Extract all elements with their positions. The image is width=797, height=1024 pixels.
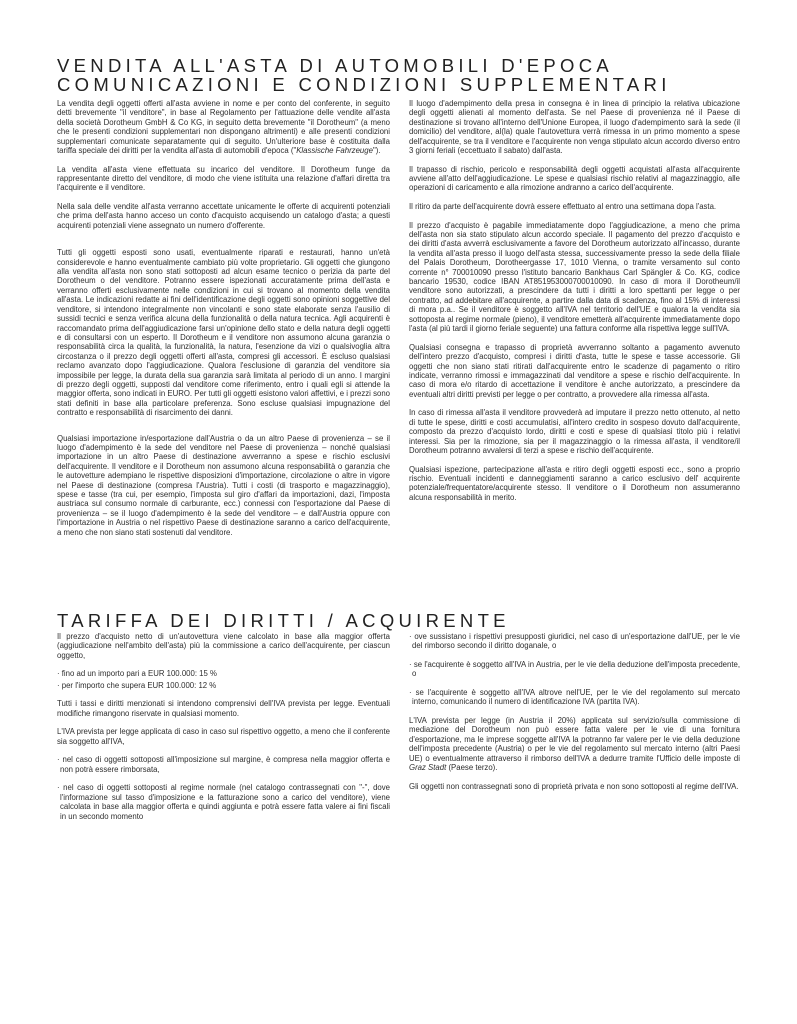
list-item: · se l'acquirente è soggetto all'IVA in Austria, per le vie della deduzione dell'imposta precedente, o	[409, 660, 740, 679]
paragraph: Nella sala delle vendite all'asta verranno accettate unicamente le offerte di acquirenti potenziali che prima dell'asta hanno acceso un conto d'acquisto acquisendo un catalogo d'asta; a questi acquirenti potenziali viene assegnato un numero d'offerente.	[57, 202, 390, 230]
paragraph: In caso di rimessa all'asta il venditore provvederà ad imputare il prezzo netto ottenuto, al netto di tutte le spese, diritti e costi accumulatisi, all'intero credito in sospeso dovuto dall'acquirente, composto da prezzo d'acquisto lordo, diritti e costi e spese di qualsiasi titolo più i relativi interessi. Sia per la rimozione, sia per il magazzinaggio o la rimessa all'asta, il venditore/il Dorotheum potranno avvalersi di terzi a spese e rischio dell'acquirente.	[409, 408, 740, 455]
list-item: · nel caso di oggetti sottoposti al regime normale (nel catalogo contrassegnati con "-", dove l'informazione sul tasso d'imposizione e la fatturazione sono a carico del venditore), viene calcolata in base alla maggior offerta e quindi aggiunta e potrà essere fatta valere ai fini fiscali in un secondo momento	[57, 783, 390, 821]
paragraph: Qualsiasi ispezione, partecipazione all'asta e ritiro degli oggetti esposti ecc., sono a proprio rischio. Eventuali incidenti e danneggiamenti saranno a carico esclusivo dell' acquirente potenziale/frequentatore/acquirente stesso. Il venditore o il Dorotheum non assumeranno alcuna responsabilità in merito.	[409, 464, 740, 502]
paragraph: La vendita all'asta viene effettuata su incarico del venditore. Il Dorotheum funge da rappresentante diretto del venditore, di modo che viene istituita una relazione d'affari diretta tra l'acquirente e il venditore.	[57, 164, 390, 193]
paragraph	[409, 716, 740, 772]
section-title-tariffa: TARIFFA DEI DIRITTI / ACQUIRENTE	[57, 610, 510, 631]
paragraph: Il trapasso di rischio, pericolo e responsabilità degli oggetti acquistati all'asta all'acquirente avviene all'atto dell'aggiudicazione. Le spese e qualsiasi rischio relativi al magazzinaggio, alle operazioni di caricamento e alla rimozione andranno a carico dell'acquirente.	[409, 164, 740, 193]
section1-right-column	[409, 99, 740, 511]
section2-left-column	[57, 632, 390, 830]
list-item: · per l'importo che supera EUR 100.000: 12 %	[57, 680, 217, 690]
list-item: · se l'acquirente è soggetto all'IVA altrove nell'UE, per le vie del regolamento sul mercato interno, comunicando il numero di identificazione IVA (partita IVA).	[409, 688, 740, 707]
text-italic: Klassische Fahrzeuge	[296, 146, 373, 156]
paragraph: Tutti gli oggetti esposti sono usati, eventualmente riparati e restaurati, hanno un'età considerevole e hanno eventualmente cambiato più volte proprietario. Gli oggetti che giungono alla vendita all'asta non sono stati sottoposti ad alcun esame tecnico o perizia da parte del Dorotheum o del venditore. Potranno essere ispezionati accuratamente prima dell'asta e verranno offerti esclusivamente nelle condizioni in cui si trovano al momento della vendita all'asta. Le indicazioni redatte ai fini dell'identificazione degli oggetti sono opinioni soggettive del venditore, si intendono integralmente non vincolanti e sono state elaborate senza l'ausilio di sussidi tecnici e senza verifica alcuna della funzionalità o della natura tecnica. Agli acquirenti è raccomandato prima dell'aggiudicazione farsi un'opinione dello stato e della natura degli oggetti e di consultarsi con un esperto. Il Dorotheum e il venditore non assumono alcuna garanzia o responsabilità circa la qualità, la funzionalità, la natura, l'esenzione da vizi o qualsivoglia altra circostanza o il prezzo degli oggetti offerti all'asta, compresi gli accessori. È escluso qualsiasi reclamo avanzato dopo l'aggiudicazione. Qualora l'esclusione di garanzia del venditore sia impossibile per legge, la durata della sua garanzia sarà limitata al periodo di un anno. I margini di prezzo degli oggetti, supposti dal venditore come riferimento, entro i quali egli si attende la maggior offerta, sono indicati in EURO. Per tutti gli oggetti esistono valori affettivi, e i prezzi sono stati definiti in base alla particolare preferenza. Sono escluse qualsiasi impugnazione del contratto e responsabilità di risarcimento dei danni.	[57, 248, 390, 418]
text: La vendita degli oggetti offerti all'asta avviene in nome e per conto del conferente, in seguito detti brevemente "il venditore", in base al Regolamento per l'attuazione delle vendite all'asta della società Dorotheum GmbH & Co KG, in seguito detta brevemente "il Dorotheum" (a meno che le presenti condizioni supplementari non dispongano altrimenti) e alle presenti condizioni supplementari comunicate separatamente qui di seguito. Un'ulteriore base è costituita dalla tariffa speciale dei diritti per la vendita all'asta di automobili d'epoca ("	[57, 99, 390, 156]
page-title-line-1: VENDITA ALL'ASTA DI AUTOMOBILI D'EPOCA	[57, 55, 614, 76]
text-italic: Graz Stadt	[409, 763, 447, 773]
section1-left-column	[57, 99, 390, 546]
paragraph: Il ritiro da parte dell'acquirente dovrà essere effettuato al entro una settimana dopa l'asta.	[409, 202, 717, 212]
paragraph: Tutti i tassi e diritti menzionati si intendono comprensivi dell'IVA prevista per legge. Eventuali modifiche rimangono riservate in qualsiasi momento.	[57, 699, 390, 718]
paragraph: L'IVA prevista per legge applicata di caso in caso sul rispettivo oggetto, a meno che il conferente sia soggetto all'IVA,	[57, 727, 390, 746]
text: ").	[372, 146, 381, 156]
list-item: · fino ad un importo pari a EUR 100.000: 15 %	[57, 669, 217, 679]
section2-right-column	[409, 632, 740, 800]
paragraph: Il prezzo d'acquisto netto di un'autovettura viene calcolato in base alla maggior offerta (aggiudicazione nell'ambito dell'asta) più la commissione a carico dell'acquirente, per ciascun oggetto,	[57, 632, 390, 660]
paragraph: Il prezzo d'acquisto è pagabile immediatamente dopo l'aggiudicazione, a meno che prima dell'asta non sia stato stipulato alcun accordo speciale. Il pagamento del prezzo d'acquisto e dei diritti d'asta avverrà esclusivamente a favore del Dorotheum autorizzato all'incasso, durante la vendita all'asta presso il luogo dell'asta stessa, successivamente presso la sede della filiale del Palais Dorotheum, Dorotheergasse 17, 1010 Vienna, o tramite versamento sul conto corrente n° 700010090 presso l'istituto bancario Bankhaus Carl Spängler & Co. KG, codice bancario 19530, codice IBAN AT851953000700010090. In caso di mora il Dorotheum/il venditore sono autorizzati, a prescindere da tutti i diritti a loro spettanti per legge o per contratto, ad addebitare all'acquirente, a partire dalla data di scadenza, fino al 15% di interessi di mora p.a.. Se il venditore è soggetto all'IVA nel territorio dell'UE e qualora la vendita sia sottoposta al regime normale (pieno), il venditore emetterà all'acquirente immediatamente dopo l'asta (al più tardi il giorno feriale seguente) una fattura conforme alla rispettiva legge sull'IVA.	[409, 220, 740, 334]
paragraph: Il luogo d'adempimento della presa in consegna è in linea di principio la relativa ubicazione degli oggetti alienati al momento dell'asta. Se nel Paese di provenienza né il Paese di destinazione si trovano all'interno dell'Unione Europea, il luogo d'adempimento sarà la sede (il domicilio) del venditore, al(la) quale l'autovettura verrà rimessa in un primo momento a spese dell'acquirente, se tra il venditore e l'acquirente non venga stipulato alcun accordo diverso entro 3 giorni feriali (eccettuato il sabato) dall'asta.	[409, 99, 740, 156]
text: L'IVA prevista per legge (in Austria il 20%) applicata sul servizio/sulla commissione di mediazione del Dorotheum non può essere fatta valere per le vie di una fornitura d'esportazione, ma le imprese soggette all'IVA la potranno far valere per le vie della deduzione dell'imposta precedente (Austria) o per le vie del regolamento sul mercato interno (altri Paesi UE) o eventualmente attraverso il rimborso dell'IVA a dedurre tramite l'Ufficio delle imposte di	[409, 716, 740, 763]
paragraph: Qualsiasi importazione in/esportazione dall'Austria o da un altro Paese di provenienza – se il luogo d'adempimento è la sede del venditore nel Paese di provenienza – nonché qualsiasi importazione in un altro Paese di destinazione avverranno a spese e rischio esclusivi dell'acquirente. Il venditore e il Dorotheum non assumono alcuna responsabilità o garanzia che le autovetture adempiano le rispettive disposizioni d'importazione, circolazione o altre in vigore nel Paese di destinazione (compresa l'Austria). Tutti i costi (di trasporto e magazzinaggio), spese e tasse (tra cui, per esempio, l'imposta sul giro d'affari da importazioni, dazi, l'imposta austriaca sul consumo normale di carburante, ecc.) connessi con l'esportazione dal Paese di provenienza – se il luogo d'adempimento è la sede del venditore – e dall'Austria oppure con l'importazione in Austria o nel rispettivo Paese di destinazione saranno a carico dell'acquirente, a meno che non siano stati sostenuti dal venditore.	[57, 433, 390, 537]
text: (Paese terzo).	[446, 763, 498, 773]
paragraph: Qualsiasi consegna e trapasso di proprietà avverranno soltanto a pagamento avvenuto dell'intero prezzo d'acquisto, compresi i diritti d'asta, tutte le spese e tasse accessorie. Gli oggetti che non siano stati ritirati dall'acquirente entro le scadenze di pagamento o ritiro indicate, verranno rimossi e immagazzinati dal venditore a spese e rischio dell'acquirente. In caso di mora e/o ritardo di accettazione il venditore è anche autorizzato, a prescindere da eventuali altri diritti previsti per legge o per contratto, a provvedere alla rimessa all'asta.	[409, 342, 740, 399]
paragraph: Gli oggetti non contrassegnati sono di proprietà privata e non sono sottoposti al regime dell'IVA.	[409, 781, 739, 791]
list-item: · ove sussistano i rispettivi presupposti giuridici, nel caso di un'esportazione dall'UE, per le vie del rimborso secondo il diritto doganale, o	[409, 632, 740, 651]
list-item: · nel caso di oggetti sottoposti all'imposizione sul margine, è compresa nella maggior offerta e non potrà essere rimborsata,	[57, 755, 390, 774]
paragraph	[57, 99, 390, 155]
page-title-line-2: COMUNICAZIONI E CONDIZIONI SUPPLEMENTARI	[57, 74, 671, 95]
